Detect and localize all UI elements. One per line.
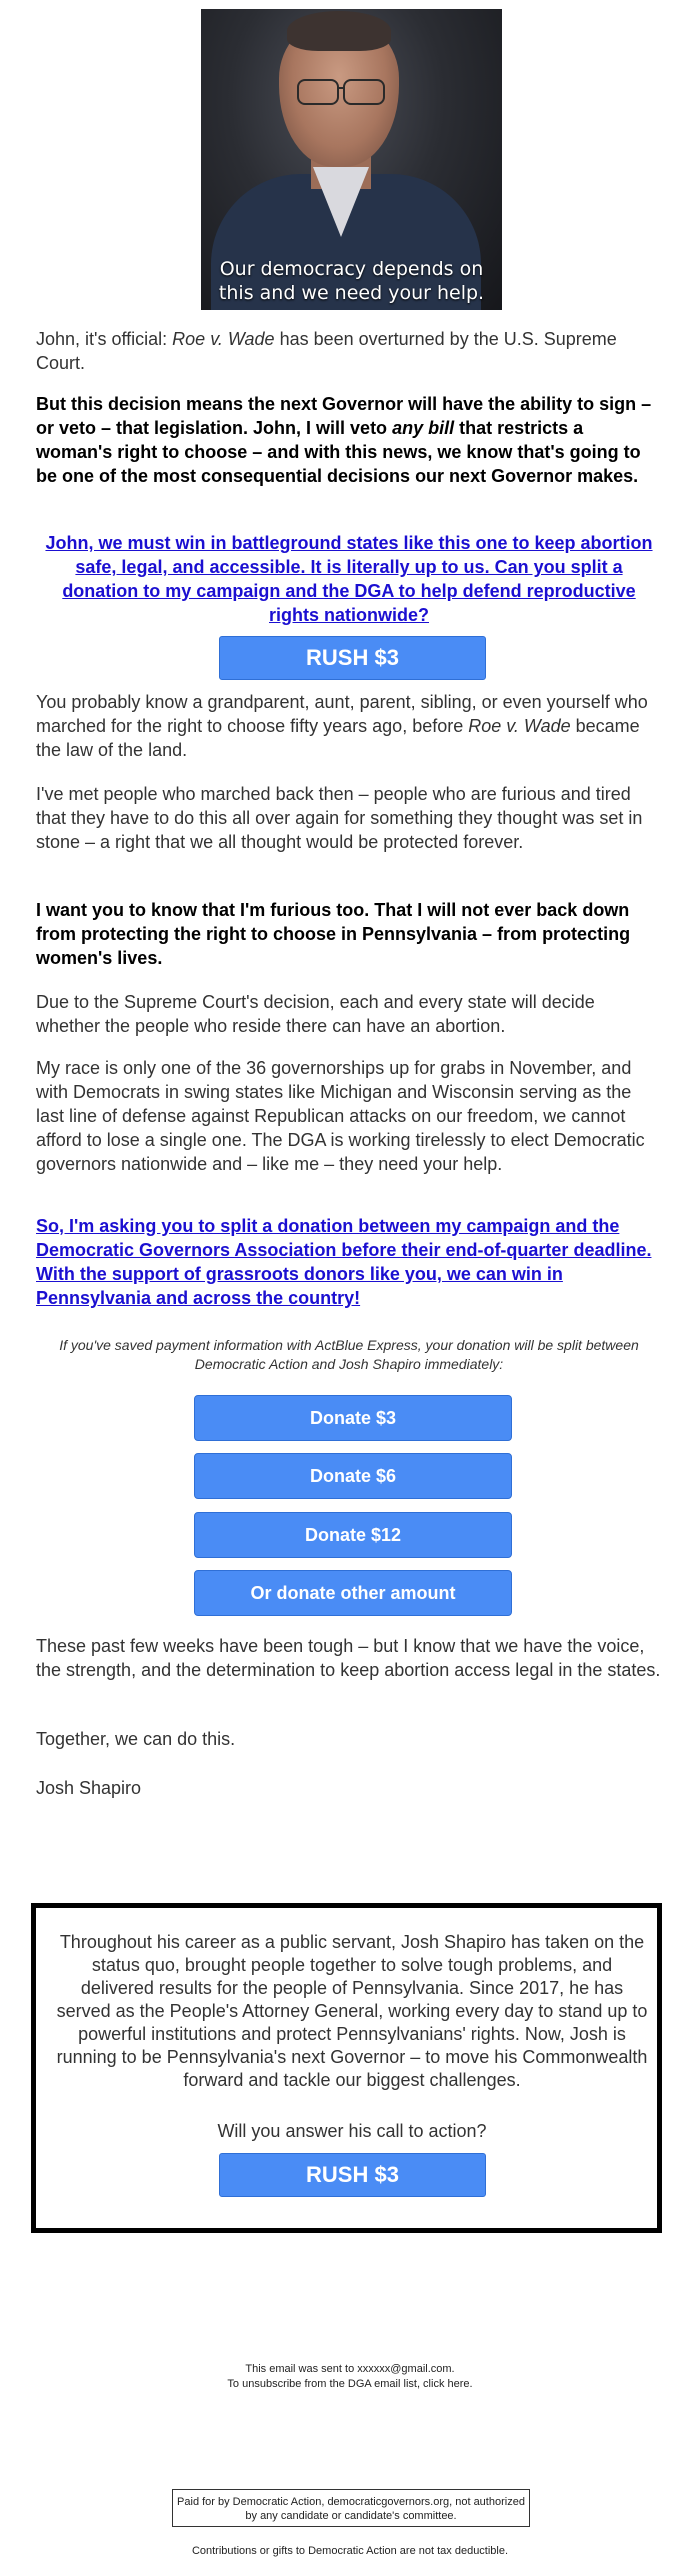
body-paragraph-7: My race is only one of the 36 governorships up for grabs in November, and with Democrats in swing states like Michigan and Wisconsin serving as the last line of defense against Republican attacks on our freedom, we cannot afford to lose a single one. The DGA is working tirelessly to elect Democratic governors nationwide and – like me – they need your help. [36, 1058, 645, 1174]
body-paragraph-6: Due to the Supreme Court's decision, each and every state will decide whether the people who reside there can have an abortion. [36, 992, 595, 1036]
body-paragraph-3 [36, 690, 662, 762]
glasses-bridge [337, 87, 345, 89]
donate-other-amount-button[interactable]: Or donate other amount [194, 1570, 512, 1616]
donate-12-button[interactable]: Donate $12 [194, 1512, 512, 1558]
any-bill-italic: any bill [392, 418, 455, 438]
together-line: Together, we can do this. [36, 1729, 236, 1749]
intro-paragraph-1 [36, 327, 662, 375]
split-donation-link[interactable]: So, I'm asking you to split a donation between my campaign and the Democratic Governors Association before their end-of-quarter deadline. With the support of grassroots donors like you, we can win in Pennsylvania and across the country! [36, 1216, 652, 1308]
hero-caption-line-2: this and we need your help. [218, 282, 485, 304]
donate-3-button[interactable]: Donate $3 [194, 1395, 512, 1441]
closing-paragraph: These past few weeks have been tough – but I know that we have the voice, the strength, and the determination to keep abortion access legal in the states. [36, 1636, 661, 1680]
split-donation-link-paragraph [36, 1214, 662, 1310]
body-p3-end: became the law of the land. [36, 716, 640, 760]
hero-caption [201, 257, 502, 305]
rush-3-button-top[interactable]: RUSH $3 [219, 636, 486, 680]
intro-p2-start: But this decision means the next Governor will have the ability to sign – or veto – that legislation. John, I will veto [36, 394, 652, 438]
unsubscribe-link[interactable]: To unsubscribe from the DGA email list, click here. [227, 2378, 473, 2390]
glasses-right-lens [343, 79, 385, 105]
body-paragraph-5: I want you to know that I'm furious too. That I will not ever back down from protecting the right to choose in Pennsylvania – from protecting women's lives. [36, 900, 631, 968]
call-to-action-question: Will you answer his call to action? [217, 2121, 487, 2141]
hero-caption-line-1: Our democracy depends on [219, 258, 484, 280]
paid-for-disclaimer: Paid for by Democratic Action, democraticgovernors.org, not authorized by any candidate or candidate's committee. [177, 2496, 525, 2522]
roe-v-wade-italic-2: Roe v. Wade [468, 716, 571, 736]
donation-appeal-link-paragraph [40, 531, 658, 627]
intro-p1-end: has been overturned by the U.S. Supreme Court. [36, 329, 617, 373]
intro-paragraph-2 [36, 392, 662, 488]
hero-image [201, 9, 502, 310]
body-paragraph-4: I've met people who marched back then – people who are furious and tired that they have to do this all over again for something they thought was set in stone – a right that we all thought would be protected forever. [36, 784, 643, 852]
actblue-express-note: If you've saved payment information with ActBlue Express, your donation will be split between Democratic Action and Josh Shapiro immediately: [59, 1337, 639, 1372]
bio-text: Throughout his career as a public servant, Josh Shapiro has taken on the status quo, brought people together to solve tough problems, and delivered results for the people of Pennsylvania. Since 2017, he has served as the People's Attorney General, working every day to stand up to powerful institutions and protect Pennsylvanians' rights. Now, Josh is running to be Pennsylvania's next Governor – to move his Commonwealth forward and tackle our biggest challenges. [56, 1932, 648, 2090]
signature: Josh Shapiro [36, 1778, 142, 1798]
glasses-left-lens [297, 79, 339, 105]
intro-p1-start: John, it's official: [36, 329, 173, 349]
roe-v-wade-italic: Roe v. Wade [172, 329, 275, 349]
hero-hair [287, 11, 391, 51]
body-p3-start: You probably know a grandparent, aunt, parent, sibling, or even yourself who marched for the right to choose fifty years ago, before [36, 692, 648, 736]
sent-to-notice: This email was sent to xxxxxx@gmail.com. [245, 2363, 455, 2375]
donation-appeal-link-1[interactable]: John, we must win in battleground states like this one to keep abortion safe, legal, and accessible. It is literally up to us. Can you split a donation to my campaign and the DGA to help defend reproductive rights nationwide? [45, 533, 653, 625]
tax-disclaimer: Contributions or gifts to Democratic Action are not tax deductible. [191, 2545, 509, 2557]
rush-3-button-bio[interactable]: RUSH $3 [219, 2153, 486, 2197]
intro-p2-end: that restricts a woman's right to choose – and with this news, we know that's going to be one of the most consequential decisions our next Governor makes. [36, 418, 641, 486]
donate-6-button[interactable]: Donate $6 [194, 1453, 512, 1499]
